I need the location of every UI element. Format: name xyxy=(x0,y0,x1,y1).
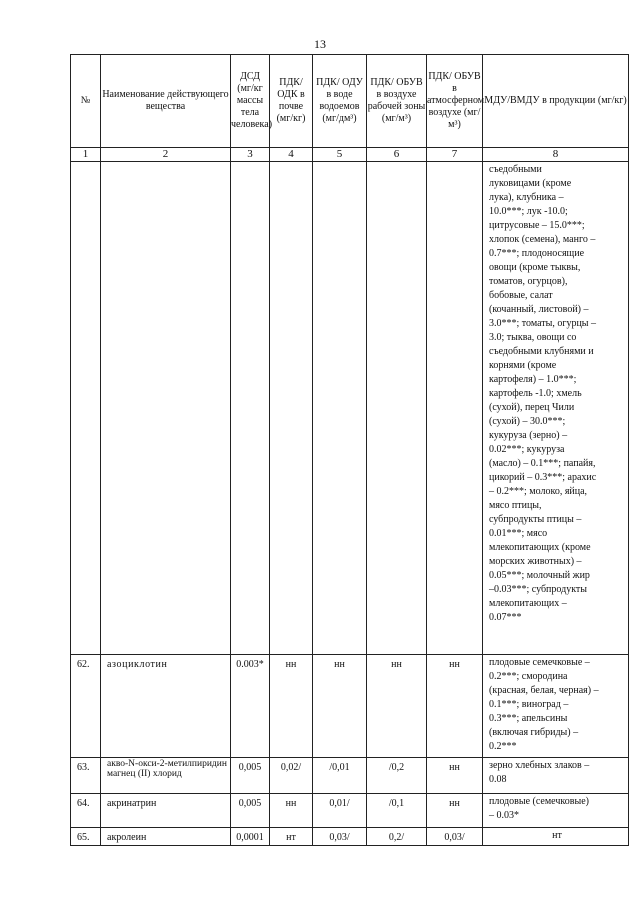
text-line: 0.3***; апельсины xyxy=(489,713,568,724)
text-line: – 0.03* xyxy=(489,810,519,821)
text-line: цитрусовые – 15.0***; xyxy=(489,220,585,231)
header-water: ПДК/ ОДУ в воде водоемов (мг/дм³) xyxy=(313,55,367,148)
text-line: субпродукты птицы – xyxy=(489,514,582,525)
header-soil: ПДК/ ОДК в почве (мг/кг) xyxy=(270,55,313,148)
soil-value: нн xyxy=(270,655,313,758)
water-value: нн xyxy=(313,655,367,758)
text-line: мясо птицы, xyxy=(489,500,542,511)
text-line: млекопитающих – xyxy=(489,598,567,609)
column-number: 8 xyxy=(483,148,629,162)
text-line: млекопитающих (кроме xyxy=(489,542,591,553)
soil-value: нн xyxy=(270,794,313,828)
text-line: 0.1***; виноград – xyxy=(489,699,569,710)
work-air-value: нн xyxy=(367,655,427,758)
soil-value: нт xyxy=(270,828,313,846)
water-value: 0,03/ xyxy=(313,828,367,846)
header-mdu: МДУ/ВМДУ в продукции (мг/кг) xyxy=(483,55,629,148)
dsd-value: 0,005 xyxy=(231,794,270,828)
column-number: 6 xyxy=(367,148,427,162)
text-line: цикорий – 0.3***; арахис xyxy=(489,472,597,483)
text-line: 0.05***; молочный жир xyxy=(489,570,590,581)
text-line: 0.08 xyxy=(489,774,507,785)
header-number: № xyxy=(71,55,101,148)
column-number: 7 xyxy=(427,148,483,162)
work-air-value: /0,2 xyxy=(367,758,427,794)
text-line: кукуруза (зерно) – xyxy=(489,430,568,441)
text-line: 3.0; тыква, овощи со xyxy=(489,332,577,343)
column-number-row xyxy=(71,148,629,162)
text-line: 0.7***; плодоносящие xyxy=(489,248,585,259)
text-line: (кочанный, листовой) – xyxy=(489,304,589,315)
mdu-value xyxy=(483,655,629,758)
text-line: 0.2***; смородина xyxy=(489,671,568,682)
header-atm-air: ПДК/ ОБУВ в атмосферном воздухе (мг/м³) xyxy=(427,55,483,148)
text-line: (сухой), перец Чили xyxy=(489,402,575,413)
text-line: лука), клубника – xyxy=(489,192,564,203)
text-line: нт xyxy=(552,830,562,841)
header-dsd: ДСД (мг/кг массы тела человека) xyxy=(231,55,270,148)
dsd-value: 0.003* xyxy=(231,655,270,758)
text-line: плодовые (семечковые) xyxy=(489,796,589,807)
page-number: 13 xyxy=(314,37,326,51)
substance-name: акринатрин xyxy=(101,794,231,828)
column-number: 2 xyxy=(101,148,231,162)
atm-air-value: нн xyxy=(427,758,483,794)
text-line: хлопок (семена), манго – xyxy=(489,234,596,245)
header-row xyxy=(71,55,629,148)
text-line: плодовые семечковые – xyxy=(489,657,590,668)
text-line: – 0.2***; молоко, яйца, xyxy=(489,486,588,497)
soil-value: 0,02/ xyxy=(270,758,313,794)
text-line: томатов, огурцов), xyxy=(489,276,568,287)
water-value: 0,01/ xyxy=(313,794,367,828)
column-number: 1 xyxy=(71,148,101,162)
text-line: 0.07*** xyxy=(489,612,522,623)
text-line: (включая гибриды) – xyxy=(489,727,579,738)
text-line: луковицами (кроме xyxy=(489,178,572,189)
mdu-value xyxy=(483,828,629,846)
atm-air-value: 0,03/ xyxy=(427,828,483,846)
text-line: –0.03***; субпродукты xyxy=(489,584,588,595)
table-row xyxy=(71,828,629,846)
text-line: бобовые, салат xyxy=(489,290,553,301)
row-number: 63. xyxy=(71,758,101,794)
mdu-value xyxy=(483,794,629,828)
text-line: (масло) – 0.1***; папайя, xyxy=(489,458,596,469)
header-substance-name: Наименование действующего вещества xyxy=(101,55,231,148)
atm-air-value: нн xyxy=(427,655,483,758)
text-line: 10.0***; лук -10.0; xyxy=(489,206,568,217)
text-line: (красная, белая, черная) – xyxy=(489,685,599,696)
text-line: морских животных) – xyxy=(489,556,582,567)
text-line: съедобными клубнями и xyxy=(489,346,594,357)
atm-air-value: нн xyxy=(427,794,483,828)
row-number: 65. xyxy=(71,828,101,846)
text-line: 0.2*** xyxy=(489,741,517,752)
work-air-value: 0,2/ xyxy=(367,828,427,846)
row-number: 62. xyxy=(71,655,101,758)
substance-name: акво-N-окси-2-метилпиридин магнец (II) хлорид xyxy=(101,758,231,794)
work-air-value: /0,1 xyxy=(367,794,427,828)
text-line: 0.02***; кукуруза xyxy=(489,444,565,455)
table-row xyxy=(71,655,629,758)
text-line: овощи (кроме тыквы, xyxy=(489,262,581,273)
text-line: 0.01***; мясо xyxy=(489,528,548,539)
text-line: (сухой) – 30.0***; xyxy=(489,416,566,427)
header-work-air: ПДК/ ОБУВ в воздухе рабочей зоны (мг/м³) xyxy=(367,55,427,148)
continuation-row xyxy=(71,162,629,655)
dsd-value: 0,0001 xyxy=(231,828,270,846)
text-line: корнями (кроме xyxy=(489,360,557,371)
column-number: 4 xyxy=(270,148,313,162)
text-line: съедобными xyxy=(489,164,542,175)
dsd-value: 0,005 xyxy=(231,758,270,794)
substance-name: акролеин xyxy=(101,828,231,846)
column-number: 3 xyxy=(231,148,270,162)
text-line: 3.0***; томаты, огурцы – xyxy=(489,318,597,329)
column-number: 5 xyxy=(313,148,367,162)
row-number: 64. xyxy=(71,794,101,828)
table-row xyxy=(71,758,629,794)
text-line: картофеля) – 1.0***; xyxy=(489,374,577,385)
table-row xyxy=(71,794,629,828)
substance-name: азоциклотин xyxy=(101,655,231,758)
text-line: зерно хлебных злаков – xyxy=(489,760,590,771)
mdu-value xyxy=(483,758,629,794)
continuation-mdu-cell xyxy=(483,162,629,655)
water-value: /0,01 xyxy=(313,758,367,794)
text-line: картофель -1.0; хмель xyxy=(489,388,582,399)
pesticide-table xyxy=(70,54,629,846)
